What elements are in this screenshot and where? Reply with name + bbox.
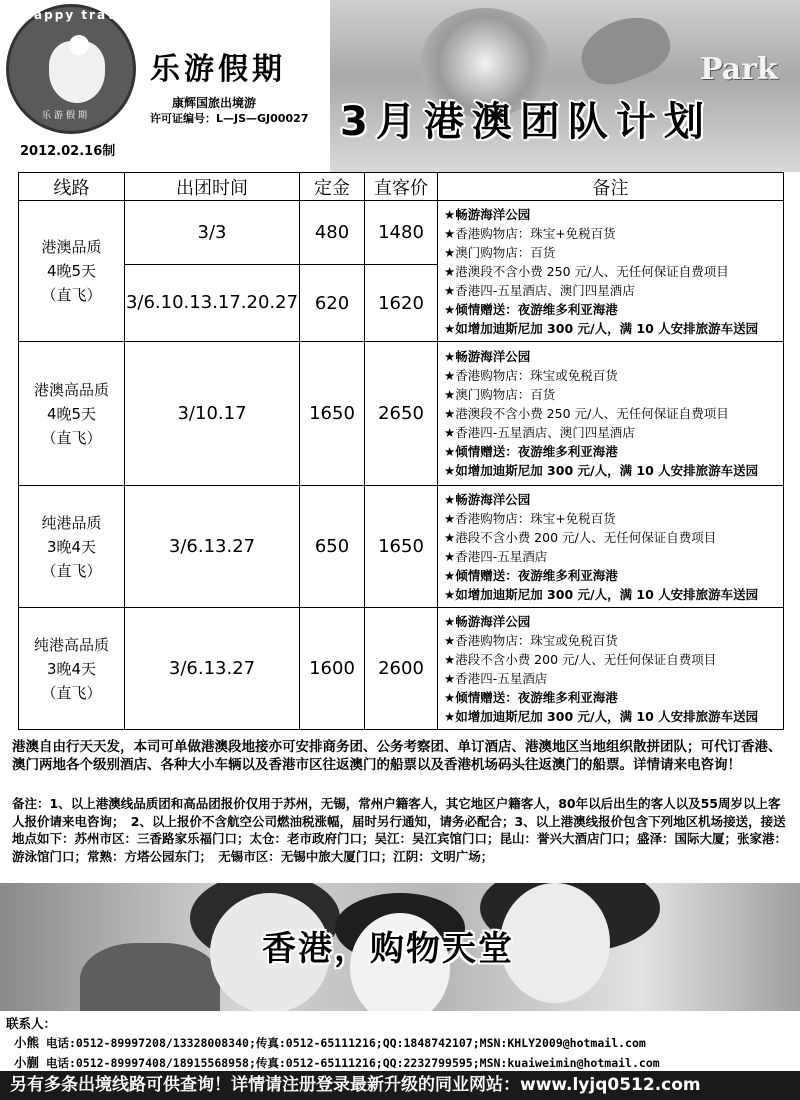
- logo-arc-text: Happy travel: [22, 8, 134, 22]
- departure-cell: 3/10.17: [125, 342, 300, 486]
- price-cell: 1620: [365, 265, 438, 342]
- departure-cell: 3/6.13.27: [125, 486, 300, 608]
- license-number: 许可证编号：L—JS—GJ00027: [150, 112, 309, 125]
- issue-date: 2012.02.16制: [20, 144, 116, 159]
- contact-row: [6, 1053, 796, 1073]
- header-route: 线路: [19, 173, 125, 201]
- agency-name: 康辉国旅出境游: [172, 96, 257, 110]
- route-cell: 纯港品质 3晚4天 （直飞）: [19, 486, 125, 608]
- contacts-title: 联系人：: [6, 1016, 57, 1031]
- price-cell: 1480: [365, 201, 438, 265]
- route-cell: 纯港高品质 3晚4天 （直飞）: [19, 608, 125, 730]
- contact-name: 小蒯: [14, 1055, 40, 1070]
- notes-cell: ★畅游海洋公园 ★香港购物店：珠宝或免税百货 ★港段不含小费 200 元/人、无任何保证自费项目 ★香港四-五星酒店 ★倾情赠送：夜游维多利亚海港 ★如增加迪斯尼加 300 元/人，满 10 人安排旅游车送园: [438, 608, 784, 730]
- departure-cell: 3/6.10.13.17.20.27: [125, 265, 300, 342]
- table-row: [19, 486, 784, 608]
- photo-person-shape: [80, 943, 220, 1011]
- remarks-paragraph: 备注：1、以上港澳线品质团和高品团报价仅用于苏州，无锡，常州户籍客人，其它地区户籍客人，80年以后出生的客人以及55周岁以上客人报价请来电咨询； 2、以上报价不含航空公司燃油税涨幅，届时另行通知，请务必配合；3、以上港澳线报价包含下列地区机场接送，接送地点如下：苏州市区：三香路家乐福门口；太仓：老市政府门口；吴江：吴江宾馆门口；昆山：誉兴大酒店门口；盛泽：国际大厦；张家港：游泳馆门口；常熟：方塔公园东门； 无锡市区：无锡中旅大厦门口；江阴：文明广场；: [12, 796, 788, 864]
- notes-cell: ★畅游海洋公园 ★香港购物店：珠宝+免税百货 ★港段不含小费 200 元/人、无任何保证自费项目 ★香港四-五星酒店 ★倾情赠送：夜游维多利亚海港 ★如增加迪斯尼加 300 元/人，满 10 人安排旅游车送园: [438, 486, 784, 608]
- photo-slogan: 香港，购物天堂: [262, 929, 514, 969]
- contact-name: 小熊: [14, 1035, 40, 1050]
- table-row: [19, 608, 784, 730]
- price-cell: 2600: [365, 608, 438, 730]
- deposit-cell: 650: [300, 486, 365, 608]
- contacts-section: [6, 1014, 796, 1073]
- park-banner-text: Park: [700, 52, 778, 87]
- header-price: 直客价: [365, 173, 438, 201]
- plan-title: 3月港澳团队计划: [340, 99, 712, 145]
- logo-bottom-text: 乐游假期: [42, 111, 91, 121]
- deposit-cell: 620: [300, 265, 365, 342]
- contact-detail: 电话:0512-89997208/13328008340;传真:0512-65111216;QQ:1848742107;MSN:KHLY2009@hotmail.com: [39, 1036, 646, 1050]
- service-description: 港澳自由行天天发，本司可单做港澳段地接亦可安排商务团、公务考察团、单订酒店、港澳地区当地组织散拼团队；可代订香港、澳门两地各个级别酒店、各种大小车辆以及香港市区往返澳门的船票以及香港机场码头往返澳门的船票。详情请来电咨询！: [12, 739, 782, 773]
- logo-figure-head-icon: [69, 35, 89, 55]
- price-cell: 1650: [365, 486, 438, 608]
- notes-cell: ★畅游海洋公园 ★香港购物店：珠宝或免税百货 ★澳门购物店：百货 ★港澳段不含小费 250 元/人、无任何保证自费项目 ★香港四-五星酒店、澳门四星酒店 ★倾情赠送：夜游维多利亚海港 ★如增加迪斯尼加 300 元/人，满 10 人安排旅游车送园: [438, 342, 784, 486]
- notes-cell: ★畅游海洋公园 ★香港购物店：珠宝+免税百货 ★澳门购物店：百货 ★港澳段不含小费 250 元/人、无任何保证自费项目 ★香港四-五星酒店、澳门四星酒店 ★倾情赠送：夜游维多利亚海港 ★如增加迪斯尼加 300 元/人，满 10 人安排旅游车送园: [438, 201, 784, 342]
- route-cell: 港澳高品质 4晚5天 （直飞）: [19, 342, 125, 486]
- table-row: [19, 201, 784, 265]
- deposit-cell: 1600: [300, 608, 365, 730]
- footer-banner: 另有多条出境线路可供查询！详情请注册登录最新升级的同业网站：www.lyjq0512.com: [0, 1071, 800, 1100]
- header-deposit: 定金: [300, 173, 365, 201]
- header-departure: 出团时间: [125, 173, 300, 201]
- route-cell: 港澳品质 4晚5天 （直飞）: [19, 201, 125, 342]
- deposit-cell: 480: [300, 201, 365, 265]
- photo-person-shape: [500, 883, 610, 1003]
- deposit-cell: 1650: [300, 342, 365, 486]
- departure-cell: 3/6.13.27: [125, 608, 300, 730]
- contact-row: [6, 1033, 796, 1053]
- price-cell: 2650: [365, 342, 438, 486]
- table-header-row: [19, 173, 784, 201]
- routes-table: [18, 172, 784, 730]
- brand-name: 乐游假期: [150, 52, 286, 87]
- header-notes: 备注: [438, 173, 784, 201]
- table-row: [19, 342, 784, 486]
- contact-detail: 电话:0512-89997408/18915568958;传真:0512-65111216;QQ:2232799595;MSN:kuaiweimin@hotmail.com: [39, 1056, 660, 1070]
- shopping-photo: [0, 883, 800, 1011]
- header: [0, 0, 800, 172]
- departure-cell: 3/3: [125, 201, 300, 265]
